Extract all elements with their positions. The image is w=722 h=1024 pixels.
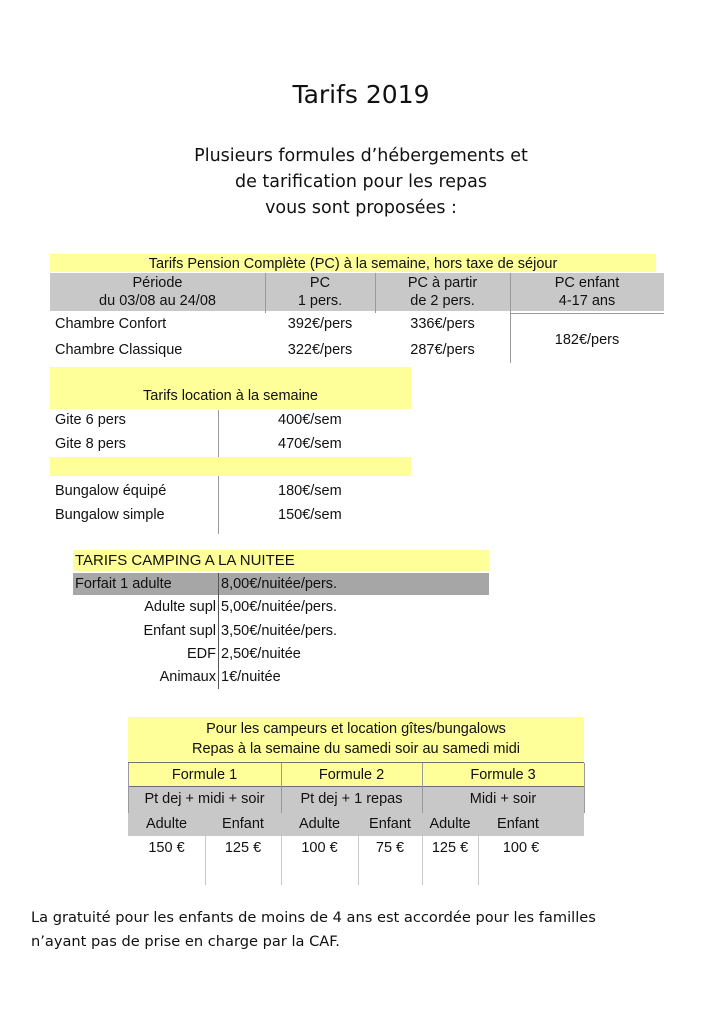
forfait-price: 8,00€/nuitée/pers. bbox=[221, 576, 338, 592]
col-pc2-header bbox=[375, 274, 510, 310]
room-classique-pc1: 322€/pers bbox=[287, 342, 353, 358]
repas-banner bbox=[128, 717, 584, 761]
formule-3-name: Formule 3 bbox=[470, 767, 536, 783]
col-child-header bbox=[510, 274, 664, 310]
bungalow-equipe-price: 180€/sem bbox=[278, 483, 342, 499]
divider bbox=[358, 813, 359, 885]
animaux-label: Animaux bbox=[159, 669, 216, 685]
page-title: Tarifs 2019 bbox=[292, 80, 430, 109]
adulte-supl-price: 5,00€/nuitée/pers. bbox=[221, 599, 338, 615]
formule-1-desc: Pt dej + midi + soir bbox=[144, 791, 265, 807]
col-period-l2: du 03/08 au 24/08 bbox=[99, 293, 216, 309]
room-classique-label: Chambre Classique bbox=[55, 342, 183, 358]
divider bbox=[510, 313, 664, 314]
footer-line-1: La gratuité pour les enfants de moins de 4 ans est accordée pour les familles bbox=[31, 909, 596, 926]
repas-banner-l2: Repas à la semaine du samedi soir au samedi midi bbox=[191, 741, 521, 757]
divider bbox=[128, 763, 129, 813]
formule-1-name: Formule 1 bbox=[171, 767, 238, 783]
col-period-header bbox=[50, 274, 265, 310]
forfait-label: Forfait 1 adulte bbox=[75, 576, 172, 592]
intro-text bbox=[0, 143, 722, 221]
gite-8-price: 470€/sem bbox=[278, 436, 342, 452]
enfant-supl-price: 3,50€/nuitée/pers. bbox=[221, 623, 338, 639]
divider bbox=[218, 573, 219, 689]
camping-banner: TARIFS CAMPING A LA NUITEE bbox=[73, 550, 489, 571]
repas-banner-l1: Pour les campeurs et location gîtes/bungalows bbox=[206, 721, 506, 737]
location-banner: Tarifs location à la semaine bbox=[50, 367, 411, 409]
intro-line-1: Plusieurs formules d’hébergements et bbox=[194, 146, 528, 166]
formule-2-child-price: 75 € bbox=[375, 840, 405, 856]
room-classique-pc2: 287€/pers bbox=[410, 342, 475, 358]
divider bbox=[422, 813, 423, 885]
bungalow-equipe-label: Bungalow équipé bbox=[55, 483, 167, 499]
divider bbox=[478, 813, 479, 885]
formule-3-adult-price: 125 € bbox=[431, 840, 469, 856]
divider bbox=[584, 763, 585, 813]
formule-1-adult-price: 150 € bbox=[148, 840, 185, 856]
formule-2-name: Formule 2 bbox=[318, 767, 385, 783]
col-pc2-l1: PC à partir bbox=[407, 275, 478, 291]
col-pc1-l2: 1 pers. bbox=[297, 293, 343, 309]
formule-3-desc: Midi + soir bbox=[469, 791, 537, 807]
col-pc1-l1: PC bbox=[309, 275, 331, 291]
edf-price: 2,50€/nuitée bbox=[221, 646, 301, 662]
formule-1-adult-label: Adulte bbox=[145, 816, 188, 832]
location-separator bbox=[50, 457, 411, 476]
footer-line-2: n’ayant pas de prise en charge par la CAF. bbox=[31, 933, 340, 950]
enfant-supl-label: Enfant supl bbox=[143, 623, 216, 639]
formule-2-child-label: Enfant bbox=[369, 816, 411, 832]
intro-line-2: de tarification pour les repas bbox=[234, 172, 488, 192]
edf-label: EDF bbox=[187, 646, 216, 662]
divider bbox=[281, 813, 282, 885]
gite-6-label: Gite 6 pers bbox=[55, 412, 126, 428]
footer-note bbox=[31, 906, 711, 954]
child-price: 182€/pers bbox=[554, 332, 620, 348]
formule-3-child-price: 100 € bbox=[502, 840, 540, 856]
formule-3-child-label: Enfant bbox=[497, 816, 539, 832]
formule-2-adult-price: 100 € bbox=[301, 840, 338, 856]
gite-8-label: Gite 8 pers bbox=[55, 436, 126, 452]
formule-1-child-price: 125 € bbox=[224, 840, 262, 856]
divider bbox=[510, 273, 511, 363]
divider bbox=[375, 273, 376, 313]
divider bbox=[205, 813, 206, 885]
col-period-l1: Période bbox=[132, 275, 183, 291]
divider bbox=[265, 273, 266, 313]
divider bbox=[422, 763, 423, 813]
gite-6-price: 400€/sem bbox=[278, 412, 342, 428]
col-child-l2: 4-17 ans bbox=[558, 293, 616, 309]
animaux-price: 1€/nuitée bbox=[221, 669, 281, 685]
room-confort-pc1: 392€/pers bbox=[287, 316, 353, 332]
formule-2-desc: Pt dej + 1 repas bbox=[300, 791, 403, 807]
col-pc2-l2: de 2 pers. bbox=[410, 293, 475, 309]
room-confort-label: Chambre Confort bbox=[55, 316, 167, 332]
formule-1-child-label: Enfant bbox=[222, 816, 264, 832]
formule-3-adult-label: Adulte bbox=[429, 816, 471, 832]
intro-line-3: vous sont proposées : bbox=[265, 198, 457, 218]
room-confort-pc2: 336€/pers bbox=[410, 316, 475, 332]
formule-2-adult-label: Adulte bbox=[298, 816, 341, 832]
divider bbox=[281, 763, 282, 813]
pension-banner: Tarifs Pension Complète (PC) à la semaine, hors taxe de séjour bbox=[50, 254, 656, 272]
bungalow-simple-label: Bungalow simple bbox=[55, 507, 165, 523]
adulte-supl-label: Adulte supl bbox=[144, 599, 216, 615]
col-child-l1: PC enfant bbox=[554, 275, 620, 291]
col-pc1-header bbox=[265, 274, 375, 310]
bungalow-simple-price: 150€/sem bbox=[278, 507, 342, 523]
